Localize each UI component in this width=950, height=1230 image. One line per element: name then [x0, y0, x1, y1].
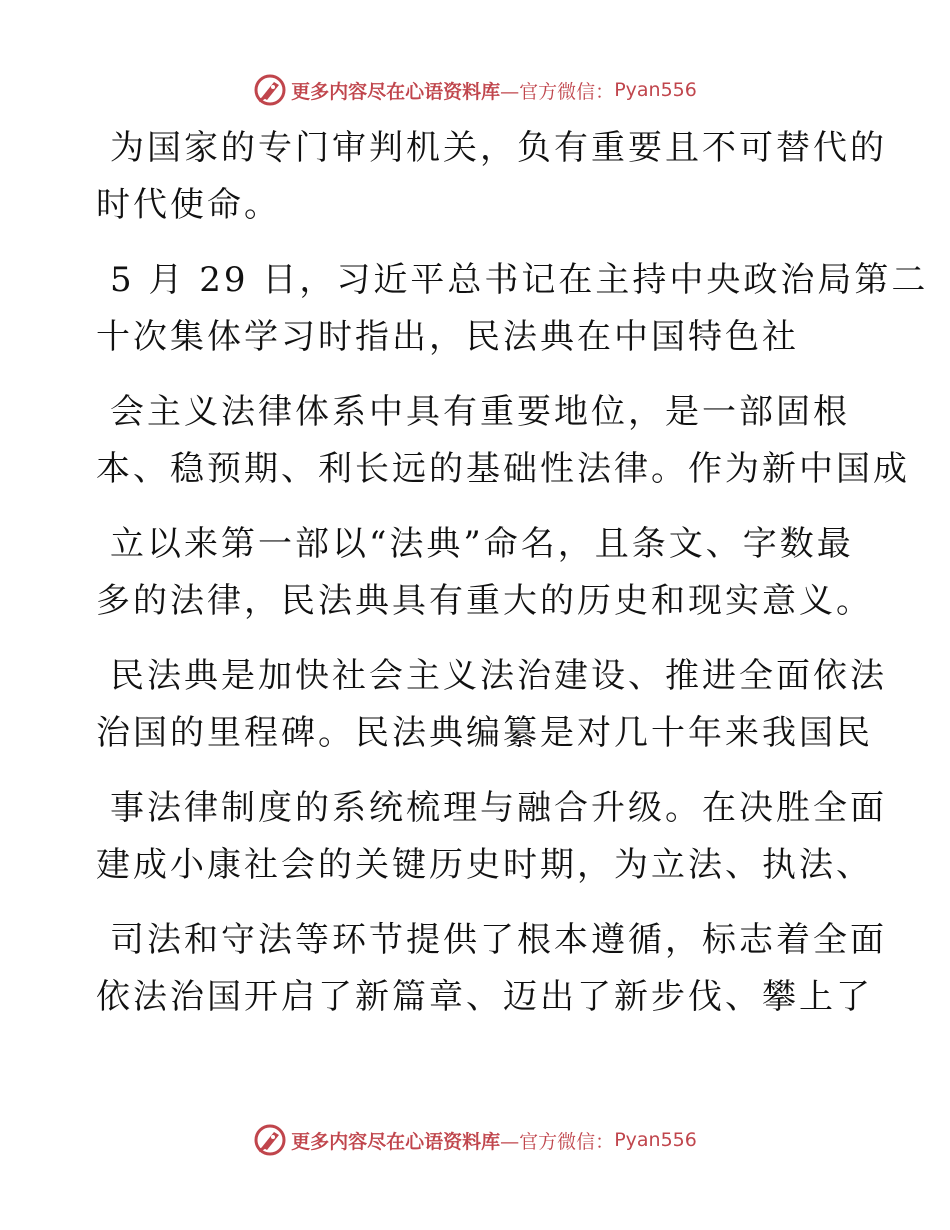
pen-nib-circle-icon — [253, 1123, 287, 1157]
body-line: 5 月 29 日，习近平总书记在主持中央政治局第二 — [110, 260, 929, 300]
body-line: 民法典是加快社会主义法治建设、推进全面依法 — [110, 656, 887, 696]
watermark-wechat-id: Pyan556 — [614, 1129, 697, 1151]
body-line: 多的法律，民法典具有重大的历史和现实意义。 — [96, 581, 873, 621]
body-line: 事法律制度的系统梳理与融合升级。在决胜全面 — [110, 788, 887, 828]
body-line: 本、稳预期、利长远的基础性法律。作为新中国成 — [96, 449, 910, 489]
body-line: 依法治国开启了新篇章、迈出了新步伐、攀上了 — [96, 977, 873, 1017]
footer-watermark — [0, 1120, 950, 1160]
body-line: 十次集体学习时指出，民法典在中国特色社 — [96, 317, 799, 357]
body-line: 司法和守法等环节提供了根本遵循，标志着全面 — [110, 920, 887, 960]
watermark-dash-label: —官方微信： — [500, 1130, 615, 1153]
watermark-title: 更多内容尽在心语资料库 — [291, 1130, 501, 1153]
body-line: 会主义法律体系中具有重要地位，是一部固根 — [110, 392, 850, 432]
watermark-wechat-id: Pyan556 — [614, 79, 697, 101]
watermark-title: 更多内容尽在心语资料库 — [291, 80, 501, 103]
body-line: 立以来第一部以“法典”命名，且条文、字数最 — [110, 524, 854, 564]
body-line: 时代使命。 — [96, 185, 281, 225]
body-line: 治国的里程碑。民法典编纂是对几十年来我国民 — [96, 713, 873, 753]
watermark-dash-label: —官方微信： — [500, 80, 615, 103]
body-line: 为国家的专门审判机关，负有重要且不可替代的 — [110, 128, 887, 168]
body-line: 建成小康社会的关键历史时期，为立法、执法、 — [96, 845, 873, 885]
